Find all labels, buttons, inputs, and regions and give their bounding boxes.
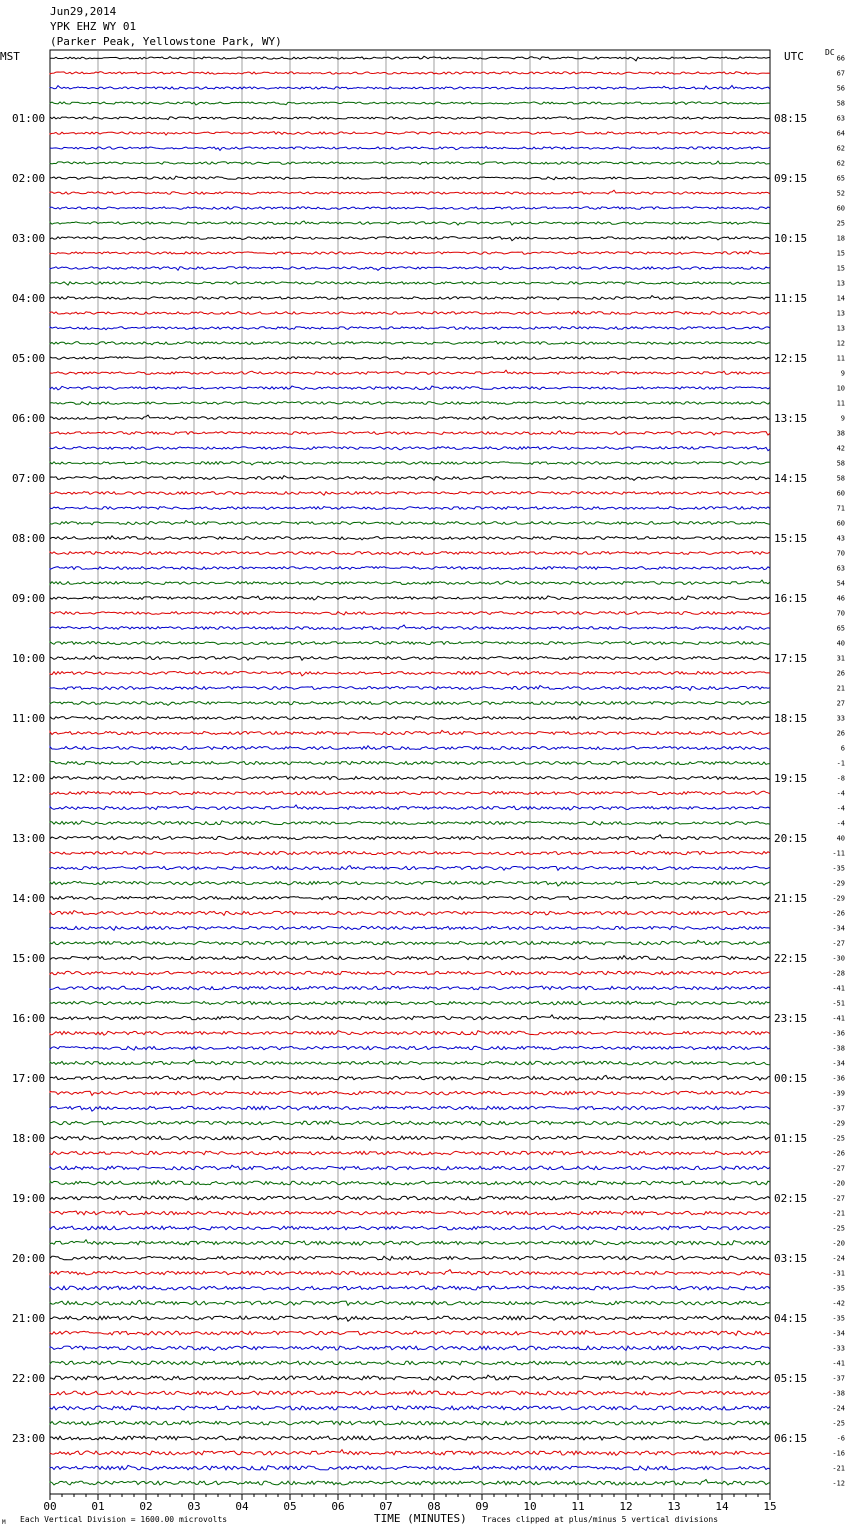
dc-offset-label: -20 <box>832 1179 845 1188</box>
trace-row <box>50 72 770 75</box>
dc-offset-label: 25 <box>836 219 845 228</box>
dc-offset-label: -4 <box>836 819 845 828</box>
trace-row <box>50 1181 770 1186</box>
dc-offset-label: 63 <box>836 564 845 573</box>
dc-offset-label: -27 <box>832 939 845 948</box>
trace-row <box>50 896 770 899</box>
dc-offset-label: 70 <box>836 609 845 618</box>
title-station: YPK EHZ WY 01 <box>50 20 137 33</box>
trace-row <box>50 207 770 209</box>
trace-row <box>50 311 770 314</box>
trace-row <box>50 146 770 150</box>
dc-offset-label: -31 <box>832 1269 845 1278</box>
trace-row <box>50 1091 770 1095</box>
right-hour-label: 10:15 <box>774 232 808 245</box>
left-hour-label: 09:00 <box>12 592 46 605</box>
left-hour-label: 11:00 <box>12 712 46 725</box>
trace-row <box>50 1406 770 1410</box>
trace-row <box>50 1465 770 1470</box>
left-hour-label: 21:00 <box>12 1312 46 1325</box>
dc-offset-label: -33 <box>832 1344 845 1353</box>
trace-row <box>50 357 770 360</box>
trace-row <box>50 1001 770 1005</box>
trace-row <box>50 251 770 255</box>
dc-offset-label: -39 <box>832 1089 845 1098</box>
dc-offset-label: -27 <box>832 1164 845 1173</box>
trace-row <box>50 402 770 405</box>
left-hour-label: 17:00 <box>12 1072 46 1085</box>
dc-offset-label: 40 <box>836 834 845 843</box>
left-hour-label: 04:00 <box>12 292 46 305</box>
dc-offset-label: 26 <box>836 669 845 678</box>
trace-row <box>50 1270 770 1275</box>
left-hour-label: 02:00 <box>12 172 46 185</box>
trace-row <box>50 476 770 481</box>
dc-offset-label: -37 <box>832 1374 845 1383</box>
trace-row <box>50 341 770 345</box>
trace-row <box>50 431 770 435</box>
dc-offset-label: -38 <box>832 1044 845 1053</box>
left-hour-label: 15:00 <box>12 952 46 965</box>
title-date: Jun29,2014 <box>50 5 117 18</box>
trace-row <box>50 580 770 584</box>
dc-offset-label: -20 <box>832 1239 845 1248</box>
dc-offset-label: -24 <box>832 1254 845 1263</box>
trace-row <box>50 1346 770 1350</box>
trace-row <box>50 612 770 615</box>
right-hour-label: 06:15 <box>774 1432 808 1445</box>
dc-offset-label: -8 <box>836 774 845 783</box>
trace-row <box>50 1165 770 1170</box>
trace-row <box>50 625 770 630</box>
right-hour-label: 01:15 <box>774 1132 808 1145</box>
trace-row <box>50 1075 770 1080</box>
dc-offset-label: -30 <box>832 954 845 963</box>
dc-offset-label: -11 <box>832 849 845 858</box>
dc-offset-label: 62 <box>836 159 845 168</box>
trace-row <box>50 415 770 419</box>
right-hour-label: 16:15 <box>774 592 808 605</box>
dc-offset-label: -29 <box>832 894 845 903</box>
dc-offset-label: 58 <box>836 459 845 468</box>
trace-row <box>50 1031 770 1036</box>
dc-offset-label: -28 <box>832 969 845 978</box>
dc-offset-label: 40 <box>836 639 845 648</box>
dc-offset-label: 58 <box>836 99 845 108</box>
dc-offset-label: -25 <box>832 1224 845 1233</box>
dc-offset-label: 11 <box>836 399 845 408</box>
trace-row <box>50 940 770 945</box>
dc-offset-label: 33 <box>836 714 845 723</box>
dc-offset-label: 12 <box>836 339 845 348</box>
dc-offset-label: 52 <box>836 189 845 198</box>
x-tick-label: 01 <box>91 1500 105 1513</box>
clip-note: Traces clipped at plus/minus 5 vertical divisions <box>482 1515 719 1524</box>
trace-row <box>50 1046 770 1050</box>
dc-offset-label: 9 <box>840 414 845 423</box>
trace-row <box>50 521 770 525</box>
trace-row <box>50 656 770 661</box>
dc-offset-label: 64 <box>836 129 845 138</box>
dc-offset-label: -42 <box>832 1299 845 1308</box>
dc-offset-label: 15 <box>836 264 845 273</box>
x-tick-label: 10 <box>523 1500 537 1513</box>
trace-row <box>50 161 770 164</box>
right-hour-label: 20:15 <box>774 832 808 845</box>
trace-row <box>50 1106 770 1111</box>
trace-row <box>50 1361 770 1365</box>
trace-row <box>50 956 770 960</box>
left-hour-label: 06:00 <box>12 412 46 425</box>
dc-offset-label: -21 <box>832 1464 845 1473</box>
left-hour-label: 03:00 <box>12 232 46 245</box>
trace-row <box>50 1421 770 1425</box>
trace-row <box>50 237 770 241</box>
x-tick-label: 04 <box>235 1500 249 1513</box>
trace-row <box>50 296 770 300</box>
trace-row <box>50 805 770 810</box>
left-hour-label: 19:00 <box>12 1192 46 1205</box>
dc-offset-label: -21 <box>832 1209 845 1218</box>
dc-offset-label: -35 <box>832 1284 845 1293</box>
dc-offset-label: -27 <box>832 1194 845 1203</box>
right-hour-label: 04:15 <box>774 1312 808 1325</box>
right-hour-label: 17:15 <box>774 652 808 665</box>
left-hour-label: 01:00 <box>12 112 46 125</box>
trace-row <box>50 1226 770 1230</box>
left-hour-label: 22:00 <box>12 1372 46 1385</box>
dc-offset-label: -29 <box>832 879 845 888</box>
left-hour-label: 20:00 <box>12 1252 46 1265</box>
x-axis-label: TIME (MINUTES) <box>374 1512 467 1525</box>
dc-offset-label: -36 <box>832 1074 845 1083</box>
trace-row <box>50 926 770 930</box>
trace-row <box>50 717 770 720</box>
dc-offset-label: 65 <box>836 624 845 633</box>
x-tick-label: 08 <box>427 1500 441 1513</box>
dc-offset-label: 13 <box>836 279 845 288</box>
right-hour-label: 14:15 <box>774 472 808 485</box>
dc-offset-label: 38 <box>836 429 845 438</box>
trace-row <box>50 746 770 750</box>
trace-row <box>50 1211 770 1215</box>
trace-row <box>50 1256 770 1260</box>
right-hour-label: 22:15 <box>774 952 808 965</box>
trace-row <box>50 492 770 496</box>
dc-offset-label: -12 <box>832 1479 845 1488</box>
dc-offset-label: 14 <box>836 294 845 303</box>
dc-offset-label: 60 <box>836 489 845 498</box>
left-hour-label: 23:00 <box>12 1432 46 1445</box>
trace-row <box>50 1136 770 1140</box>
dc-offset-label: 60 <box>836 519 845 528</box>
dc-offset-label: 11 <box>836 354 845 363</box>
dc-offset-label: 13 <box>836 309 845 318</box>
left-hour-label: 10:00 <box>12 652 46 665</box>
x-tick-label: 06 <box>331 1500 345 1513</box>
x-tick-label: 00 <box>43 1500 57 1513</box>
dc-column-label: DC <box>825 48 835 57</box>
trace-row <box>50 1331 770 1336</box>
dc-offset-label: -38 <box>832 1389 845 1398</box>
dc-offset-label: -4 <box>836 789 845 798</box>
trace-row <box>50 86 770 90</box>
dc-offset-label: -29 <box>832 1119 845 1128</box>
trace-row <box>50 730 770 734</box>
x-tick-label: 09 <box>475 1500 489 1513</box>
right-hour-label: 03:15 <box>774 1252 808 1265</box>
trace-row <box>50 267 770 271</box>
dc-offset-label: 54 <box>836 579 845 588</box>
dc-offset-label: -41 <box>832 984 845 993</box>
trace-row <box>50 1450 770 1456</box>
dc-offset-label: 6 <box>840 744 845 753</box>
trace-row <box>50 56 770 61</box>
dc-offset-label: -41 <box>832 1359 845 1368</box>
dc-offset-label: 63 <box>836 114 845 123</box>
trace-row <box>50 117 770 120</box>
right-hour-label: 15:15 <box>774 532 808 545</box>
dc-offset-label: 10 <box>836 384 845 393</box>
trace-row <box>50 507 770 510</box>
trace-row <box>50 1015 770 1020</box>
trace-row <box>50 1300 770 1305</box>
dc-offset-label: 60 <box>836 204 845 213</box>
trace-row <box>50 881 770 886</box>
dc-offset-label: -41 <box>832 1014 845 1023</box>
title-location: (Parker Peak, Yellowstone Park, WY) <box>50 35 282 48</box>
trace-row <box>50 686 770 691</box>
trace-row <box>50 1151 770 1155</box>
scale-note: Each Vertical Division = 1600.00 microvolts <box>20 1515 228 1524</box>
dc-offset-label: -34 <box>832 1329 845 1338</box>
trace-row <box>50 791 770 795</box>
trace-row <box>50 386 770 390</box>
left-hour-label: 08:00 <box>12 532 46 545</box>
trace-row <box>50 1121 770 1126</box>
left-hour-label: 18:00 <box>12 1132 46 1145</box>
left-hour-label: 07:00 <box>12 472 46 485</box>
dc-offset-label: -24 <box>832 1404 845 1413</box>
trace-row <box>50 132 770 136</box>
dc-offset-label: -26 <box>832 909 845 918</box>
right-hour-label: 05:15 <box>774 1372 808 1385</box>
trace-row <box>50 1375 770 1380</box>
dc-offset-label: -1 <box>836 759 845 768</box>
right-hour-label: 21:15 <box>774 892 808 905</box>
trace-row <box>50 866 770 871</box>
right-hour-label: 08:15 <box>774 112 808 125</box>
dc-offset-label: -35 <box>832 1314 845 1323</box>
dc-offset-label: 13 <box>836 324 845 333</box>
x-tick-label: 11 <box>571 1500 585 1513</box>
trace-row <box>50 986 770 990</box>
right-timezone-label: UTC <box>784 50 804 63</box>
left-hour-label: 16:00 <box>12 1012 46 1025</box>
dc-offset-label: 27 <box>836 699 845 708</box>
trace-row <box>50 1286 770 1290</box>
dc-offset-label: -25 <box>832 1419 845 1428</box>
right-hour-label: 11:15 <box>774 292 808 305</box>
dc-offset-label: 9 <box>840 369 845 378</box>
left-timezone-label: MST <box>0 50 20 63</box>
trace-row <box>50 176 770 180</box>
right-hour-label: 02:15 <box>774 1192 808 1205</box>
dc-offset-label: -16 <box>832 1449 845 1458</box>
trace-row <box>50 1060 770 1065</box>
trace-row <box>50 971 770 975</box>
trace-row <box>50 1196 770 1200</box>
dc-offset-label: -6 <box>836 1434 845 1443</box>
dc-offset-label: -34 <box>832 924 845 933</box>
x-tick-label: 15 <box>763 1500 777 1513</box>
dc-offset-label: 67 <box>836 69 845 78</box>
left-hour-label: 13:00 <box>12 832 46 845</box>
trace-row <box>50 370 770 374</box>
left-hour-label: 05:00 <box>12 352 46 365</box>
dc-offset-label: -34 <box>832 1059 845 1068</box>
trace-row <box>50 596 770 600</box>
right-hour-label: 00:15 <box>774 1072 808 1085</box>
dc-offset-label: 21 <box>836 684 845 693</box>
trace-row <box>50 1316 770 1321</box>
trace-row <box>50 282 770 285</box>
dc-offset-label: -35 <box>832 864 845 873</box>
dc-offset-label: 65 <box>836 174 845 183</box>
dc-offset-label: 31 <box>836 654 845 663</box>
x-tick-label: 07 <box>379 1500 393 1513</box>
dc-offset-label: -36 <box>832 1029 845 1038</box>
dc-offset-label: 56 <box>836 84 845 93</box>
x-tick-label: 14 <box>715 1500 729 1513</box>
right-hour-label: 13:15 <box>774 412 808 425</box>
trace-row <box>50 1390 770 1395</box>
trace-row <box>50 462 770 465</box>
trace-row <box>50 190 770 194</box>
dc-offset-label: 43 <box>836 534 845 543</box>
right-hour-label: 12:15 <box>774 352 808 365</box>
trace-row <box>50 567 770 570</box>
dc-offset-label: 26 <box>836 729 845 738</box>
right-hour-label: 19:15 <box>774 772 808 785</box>
dc-offset-label: 42 <box>836 444 845 453</box>
right-hour-label: 23:15 <box>774 1012 808 1025</box>
left-hour-label: 12:00 <box>12 772 46 785</box>
dc-offset-label: 46 <box>836 594 845 603</box>
trace-row <box>50 776 770 779</box>
x-tick-label: 02 <box>139 1500 153 1513</box>
trace-row <box>50 1480 770 1485</box>
dc-offset-label: 62 <box>836 144 845 153</box>
x-tick-label: 12 <box>619 1500 633 1513</box>
trace-row <box>50 642 770 645</box>
trace-row <box>50 327 770 330</box>
trace-row <box>50 447 770 451</box>
trace-row <box>50 1240 770 1246</box>
dc-offset-label: -4 <box>836 804 845 813</box>
trace-row <box>50 672 770 676</box>
x-tick-label: 05 <box>283 1500 297 1513</box>
trace-row <box>50 762 770 765</box>
trace-row <box>50 702 770 706</box>
dc-offset-label: 18 <box>836 234 845 243</box>
left-hour-label: 14:00 <box>12 892 46 905</box>
trace-row <box>50 1436 770 1440</box>
trace-row <box>50 536 770 540</box>
right-hour-label: 18:15 <box>774 712 808 725</box>
trace-row <box>50 221 770 225</box>
dc-offset-label: 71 <box>836 504 845 513</box>
trace-row <box>50 551 770 555</box>
dc-offset-label: 70 <box>836 549 845 558</box>
trace-row <box>50 911 770 916</box>
trace-row <box>50 102 770 105</box>
trace-row <box>50 821 770 825</box>
right-hour-label: 09:15 <box>774 172 808 185</box>
x-tick-label: 03 <box>187 1500 201 1513</box>
dc-offset-label: -25 <box>832 1134 845 1143</box>
x-tick-label: 13 <box>667 1500 681 1513</box>
trace-row <box>50 835 770 840</box>
dc-offset-label: -37 <box>832 1104 845 1113</box>
trace-row <box>50 851 770 854</box>
dc-offset-label: -51 <box>832 999 845 1008</box>
corner-mark: M <box>2 1519 6 1526</box>
dc-offset-label: 15 <box>836 249 845 258</box>
dc-offset-label: 58 <box>836 474 845 483</box>
dc-offset-label: -26 <box>832 1149 845 1158</box>
dc-offset-label: 66 <box>836 54 845 63</box>
